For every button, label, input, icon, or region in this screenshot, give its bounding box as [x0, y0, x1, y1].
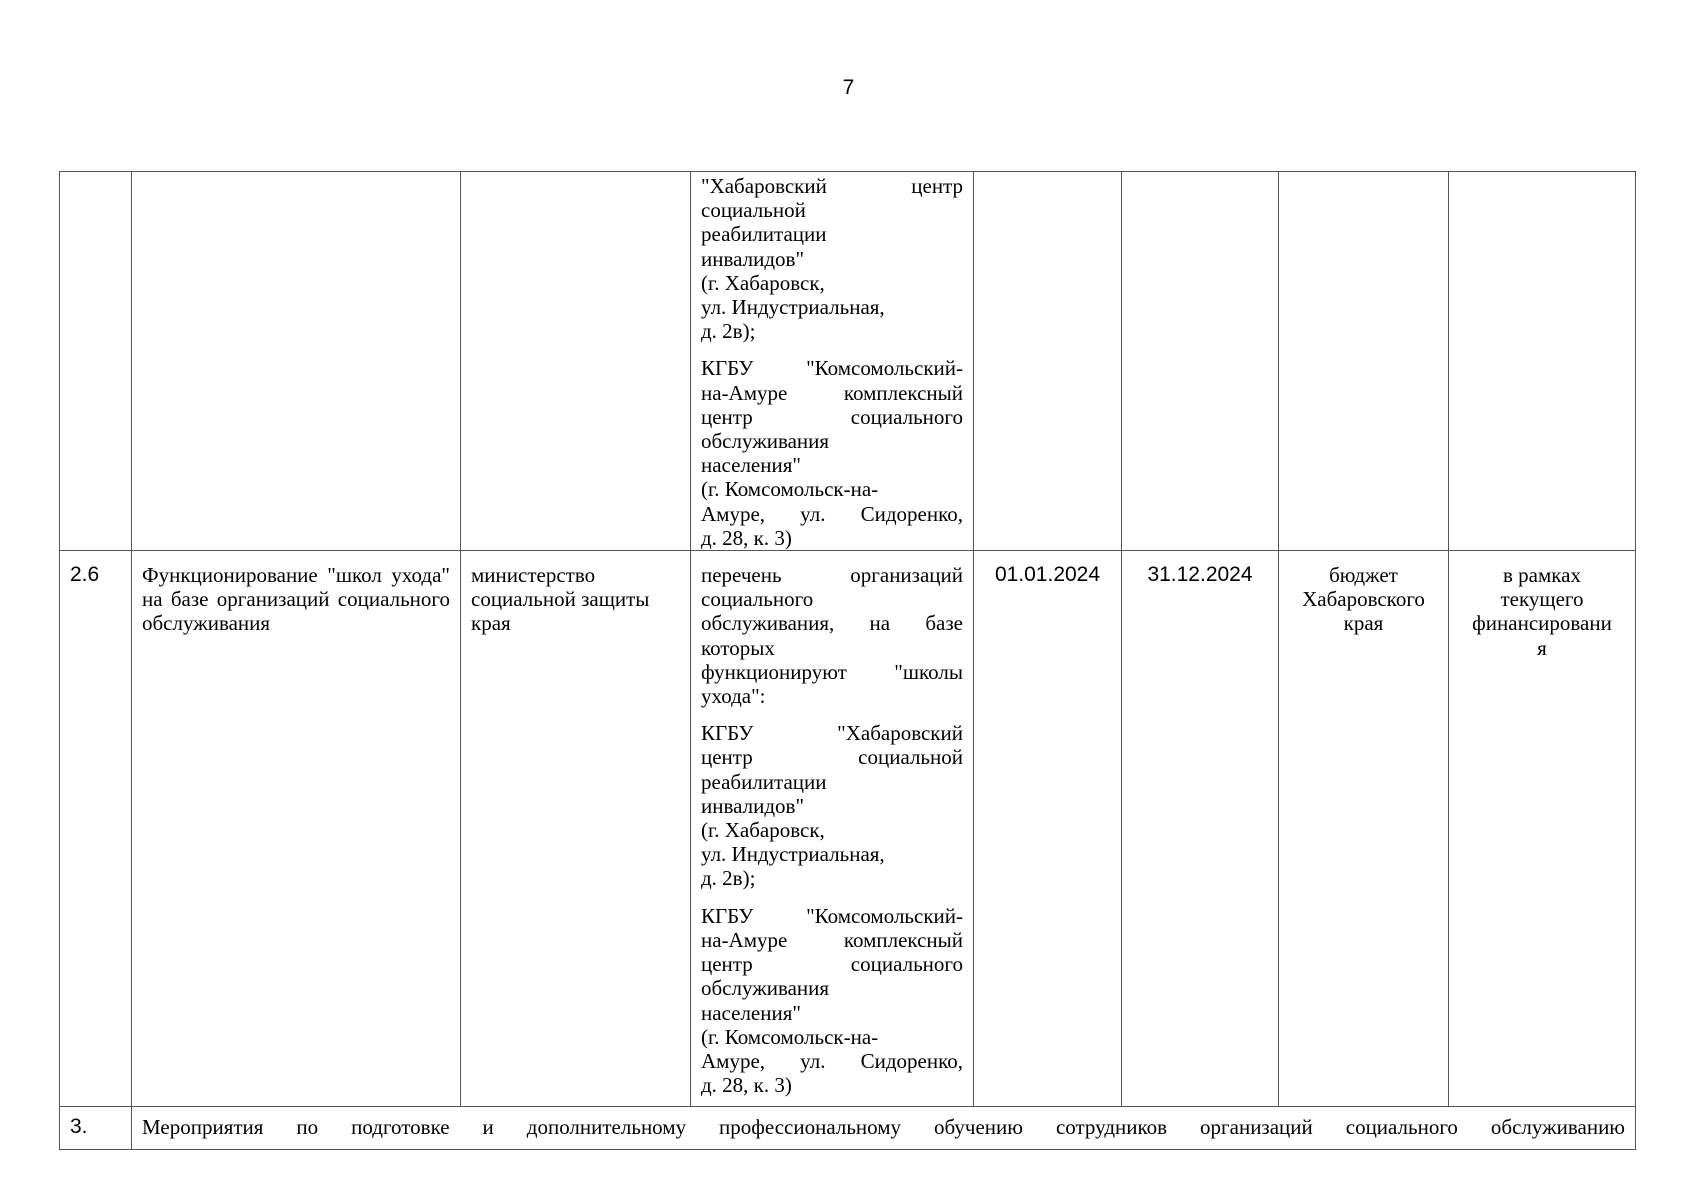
cell-executor	[461, 172, 691, 551]
table-row	[60, 172, 1636, 551]
text-line: обслуживания, на базе	[701, 611, 963, 636]
text-line: реабилитации	[701, 222, 827, 247]
text-line: центр социальной	[701, 745, 963, 770]
text-line: д. 2в);	[701, 319, 756, 344]
text-line: социальной	[701, 198, 806, 223]
text-line: функционируют "школы	[701, 659, 963, 684]
text-line: (г. Хабаровск,	[701, 818, 825, 843]
text-line: КГБУ "Хабаровский	[701, 721, 963, 746]
cell-start-date: 01.01.2024	[974, 551, 1122, 1107]
cell-end-date	[1122, 172, 1279, 551]
text-line: реабилитации	[701, 769, 827, 794]
org-entry	[701, 356, 963, 550]
page-number: 7	[842, 76, 855, 99]
text-line: д. 28, к. 3)	[701, 1073, 792, 1098]
text-line: (г. Комсомольск-на-	[701, 1024, 879, 1049]
cell-orgs	[691, 172, 974, 551]
text-line: Амуре, ул. Сидоренко,	[701, 501, 963, 526]
text-line: центр социального	[701, 404, 963, 429]
cell-num: 2.6	[60, 551, 132, 1107]
table-row	[60, 1107, 1636, 1150]
text-line: которых	[701, 635, 775, 660]
text-line: я	[1537, 635, 1547, 660]
cell-num: 3.	[60, 1107, 132, 1150]
org-entry	[701, 174, 963, 343]
text-line: финансировани	[1472, 611, 1612, 636]
cell-name	[132, 172, 461, 551]
cell-funding	[1449, 172, 1636, 551]
org-entry	[701, 721, 963, 890]
text-line: д. 28, к. 3)	[701, 525, 792, 550]
measures-table	[59, 171, 1636, 1150]
text-line: (г. Комсомольск-на-	[701, 477, 879, 502]
org-entry	[701, 904, 963, 1098]
text-line: ул. Индустриальная,	[701, 295, 885, 320]
table-row	[60, 551, 1636, 1107]
text-line: инвалидов"	[701, 246, 805, 271]
text-line: КГБУ "Комсомольский-	[701, 903, 963, 928]
text-line: "Хабаровский центр	[701, 174, 963, 198]
cell-orgs	[691, 551, 974, 1107]
text-line: на-Амуре комплексный	[701, 927, 963, 952]
text-line: ул. Индустриальная,	[701, 842, 885, 867]
cell-source	[1279, 172, 1449, 551]
section-title: Мероприятия по подготовке и дополнительному профессиональному обучению сотрудников организаций социального обслуживанию	[142, 1115, 1625, 1140]
text-line: д. 2в);	[701, 866, 756, 891]
text-line: населения"	[701, 1000, 801, 1025]
cell-end-date: 31.12.2024	[1122, 551, 1279, 1107]
text-line: ухода":	[701, 684, 766, 709]
cell-source: бюджет Хабаровского края	[1279, 551, 1449, 1107]
text-line: инвалидов"	[701, 793, 805, 818]
cell-num	[60, 172, 132, 551]
text-line: текущего	[1500, 587, 1584, 612]
text-line: социального	[701, 587, 814, 612]
cell-funding	[1449, 551, 1636, 1107]
text-line: населения"	[701, 453, 801, 478]
text-line: КГБУ "Комсомольский-	[701, 356, 963, 381]
text-line: в рамках	[1503, 563, 1581, 588]
text-line: центр социального	[701, 952, 963, 977]
text-line: перечень организаций	[701, 563, 963, 588]
text-line: на-Амуре комплексный	[701, 380, 963, 405]
text-line: Амуре, ул. Сидоренко,	[701, 1048, 963, 1073]
cell-start-date	[974, 172, 1122, 551]
text-line: обслуживания	[701, 976, 830, 1001]
cell-section-title	[132, 1107, 1636, 1150]
text-line: обслуживания	[701, 429, 830, 454]
org-intro	[701, 563, 963, 708]
cell-executor: министерство социальной защиты края	[461, 551, 691, 1107]
cell-name: Функционирование "школ ухода" на базе организаций социального обслуживания	[132, 551, 461, 1107]
text-line: (г. Хабаровск,	[701, 270, 825, 295]
